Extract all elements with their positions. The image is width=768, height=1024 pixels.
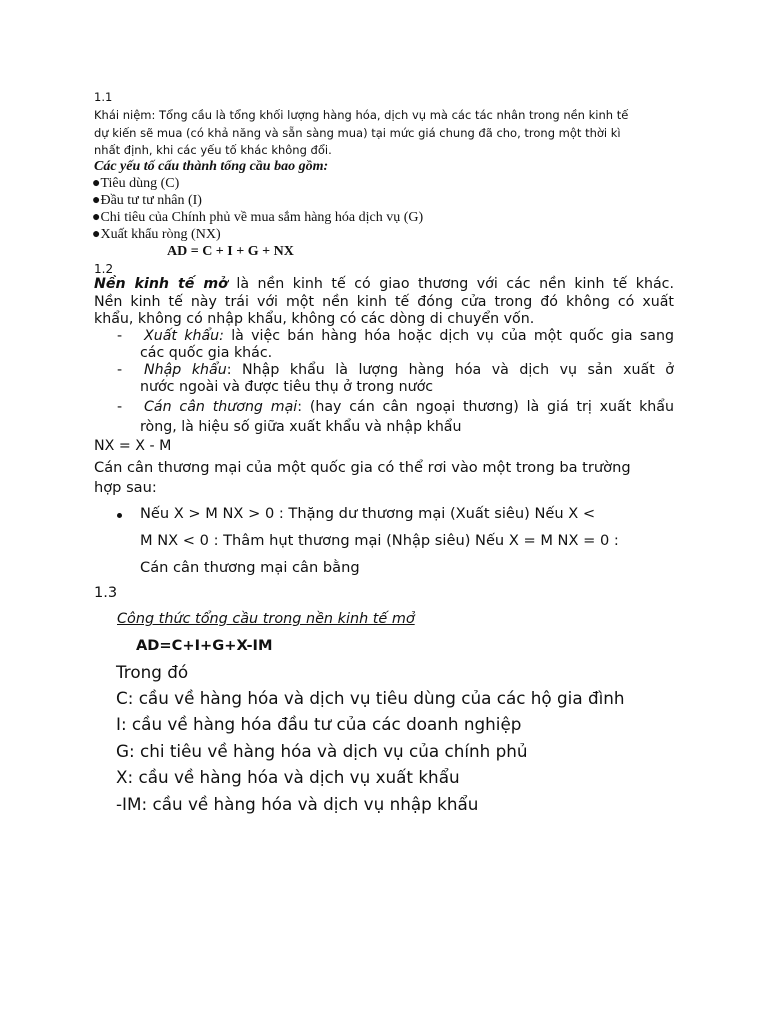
open-economy-formula: AD=C+I+G+X-IM <box>136 637 273 654</box>
balance-term: Cán cân thương mại <box>144 399 298 415</box>
component-item <box>92 210 423 226</box>
bullet-icon: ● <box>92 176 101 191</box>
definition-line-3: nhất định, khi các yếu tố khác không đổi. <box>94 143 332 157</box>
open-economy-text: là nền kinh tế có giao thương với các nền kinh tế khác. <box>227 276 674 292</box>
dash-marker: - <box>117 328 123 344</box>
balance-line-2: ròng, là hiệu số giữa xuất khẩu và nhập khẩu <box>140 419 462 435</box>
case-line-3: Cán cân thương mại cân bằng <box>140 559 360 576</box>
open-economy-line-1 <box>94 276 674 292</box>
import-term: Nhập khẩu <box>144 362 227 378</box>
dash-marker: - <box>117 399 123 415</box>
case-line-2: M NX < 0 : Thâm hụt thương mại (Nhập siêu) Nếu X = M NX = 0 : <box>140 532 619 549</box>
section-1-3-heading: 1.3 <box>94 584 118 601</box>
component-item <box>92 193 202 209</box>
import-line-2: nước ngoài và được tiêu thụ ở trong nước <box>140 379 434 395</box>
bullet-icon <box>117 513 122 518</box>
components-heading: Các yếu tố cấu thành tổng cầu bao gồm: <box>94 159 329 174</box>
term-definition: -IM: cầu về hàng hóa và dịch vụ nhập khẩu <box>116 794 479 814</box>
open-economy-line-2: Nền kinh tế này trái với một nền kinh tế đóng cửa trong đó không có xuất <box>94 294 674 310</box>
export-term: Xuất khẩu: <box>144 328 224 344</box>
bullet-icon: ● <box>92 227 101 242</box>
nx-formula: NX = X - M <box>94 438 172 454</box>
component-item <box>92 176 179 192</box>
export-line-2: các quốc gia khác. <box>140 345 273 361</box>
import-text: : Nhập khẩu là lượng hàng hóa và dịch vụ sản xuất ở <box>226 362 674 378</box>
definition-line-2: dự kiến sẽ mua (có khả năng và sẵn sàng mua) tại mức giá chung đã cho, trong một thời kì <box>94 126 621 140</box>
balance-line-1 <box>144 399 674 415</box>
definition-line-1: Khái niệm: Tổng cầu là tổng khối lượng hàng hóa, dịch vụ mà các tác nhân trong nền kinh tế <box>94 108 629 122</box>
import-line-1 <box>144 362 674 378</box>
balance-text: : (hay cán cân ngoại thương) là giá trị xuất khẩu <box>297 399 674 415</box>
component-label: Đầu tư tư nhân (I) <box>100 193 202 208</box>
where-label: Trong đó <box>116 662 189 682</box>
term-definition: I: cầu về hàng hóa đầu tư của các doanh nghiệp <box>116 714 522 734</box>
term-definition: X: cầu về hàng hóa và dịch vụ xuất khẩu <box>116 767 460 787</box>
ad-formula: AD = C + I + G + NX <box>167 244 294 259</box>
export-line-1 <box>144 328 674 344</box>
component-label: Chi tiêu của Chính phủ về mua sắm hàng hóa dịch vụ (G) <box>100 210 424 225</box>
cases-intro-line-2: hợp sau: <box>94 479 157 496</box>
open-economy-line-3: khẩu, không có nhập khẩu, không có các dòng di chuyển vốn. <box>94 311 535 327</box>
cases-intro-line-1: Cán cân thương mại của một quốc gia có thể rơi vào một trong ba trường <box>94 459 631 476</box>
term-definition: C: cầu về hàng hóa và dịch vụ tiêu dùng của các hộ gia đình <box>116 688 625 708</box>
bullet-icon: ● <box>92 210 101 225</box>
section-1-1-heading: 1.1 <box>94 90 113 104</box>
component-label: Tiêu dùng (C) <box>100 176 180 191</box>
dash-marker: - <box>117 362 123 378</box>
bullet-icon: ● <box>92 193 101 208</box>
component-item <box>92 227 221 243</box>
term-definition: G: chi tiêu về hàng hóa và dịch vụ của chính phủ <box>116 741 528 761</box>
component-label: Xuất khẩu ròng (NX) <box>100 227 221 242</box>
open-economy-formula-heading: Công thức tổng cầu trong nền kinh tế mở <box>117 611 415 627</box>
open-economy-term: Nền kinh tế mở <box>94 276 228 292</box>
section-1-2-heading: 1.2 <box>94 262 114 276</box>
case-line-1: Nếu X > M NX > 0 : Thặng dư thương mại (Xuất siêu) Nếu X < <box>140 505 596 522</box>
export-text: là việc bán hàng hóa hoặc dịch vụ của một quốc gia sang <box>223 328 674 344</box>
